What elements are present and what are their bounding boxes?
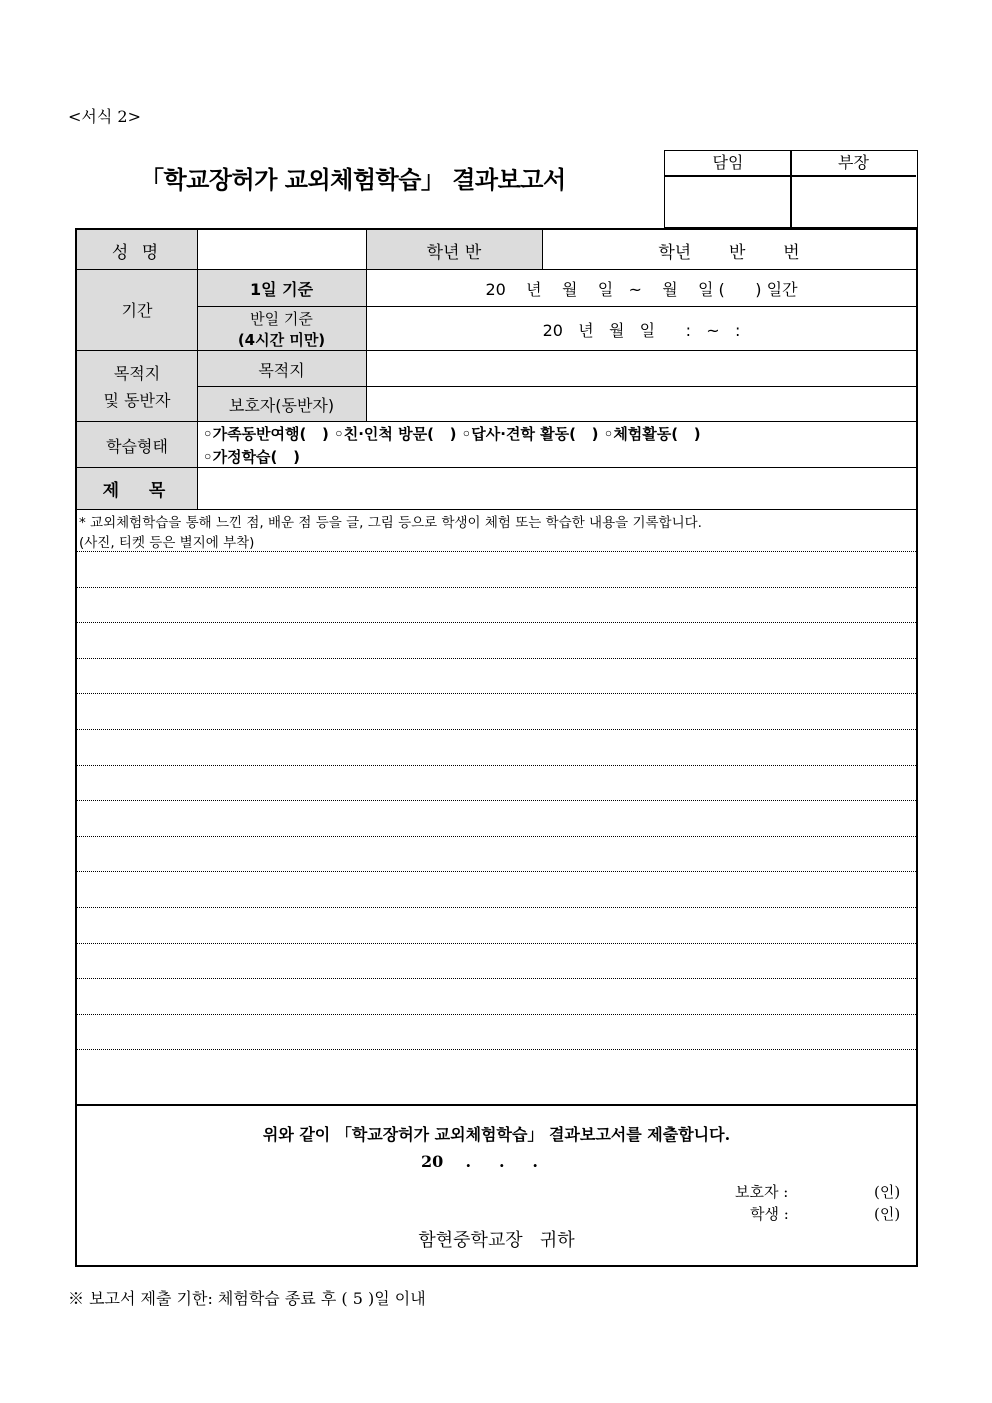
- submission-statement: 위와 같이 「학교장허가 교외체험학습」 결과보고서를 제출합니다.: [262, 1125, 731, 1144]
- student-sign-label: 학생 :: [750, 1205, 789, 1223]
- report-form: [75, 228, 918, 1267]
- learning-type-label: 학습형태: [106, 437, 168, 456]
- content-attachment-note: (사진, 티켓 등은 별지에 부착): [79, 535, 255, 551]
- approval-head-label: 부장: [838, 153, 869, 172]
- full-day-field[interactable]: 20 년 월 일 ~ 월 일 ( ) 일간: [485, 280, 798, 299]
- content-instruction: * 교외체험학습을 통해 느낀 점, 배운 점 등을 글, 그림 등으로 학생이 체험 또는 학습한 내용을 기록합니다.: [79, 515, 702, 531]
- submission-date[interactable]: 20 . . .: [421, 1152, 538, 1171]
- guardian-label: 보호자(동반자): [228, 396, 335, 415]
- approval-homeroom-sign[interactable]: [665, 177, 790, 227]
- half-day-label: 반일 기준: [250, 310, 313, 328]
- approval-box: [664, 150, 918, 228]
- full-day-label: 1일 기준: [249, 280, 314, 299]
- destination-label: 목적지: [258, 361, 305, 380]
- subject-label: 제 목: [102, 481, 172, 501]
- grade-class-label: 학년 반: [426, 243, 482, 263]
- name-field[interactable]: [198, 230, 366, 269]
- half-day-sublabel: (4시간 미만): [237, 331, 326, 349]
- addressee: 함현중학교장 귀하: [418, 1230, 575, 1251]
- grade-class-field[interactable]: 학년 반 번: [658, 243, 800, 263]
- content-writing-area[interactable]: [77, 551, 916, 1104]
- form-number: <서식 2>: [68, 107, 141, 126]
- page-title: 「학교장허가 교외체험학습」 결과보고서: [140, 166, 566, 194]
- guardian-sign-label: 보호자 :: [735, 1183, 789, 1201]
- approval-homeroom-label: 담임: [712, 153, 744, 172]
- student-seal[interactable]: (인): [874, 1205, 901, 1223]
- name-label: 성 명: [111, 243, 163, 263]
- period-label: 기간: [121, 301, 153, 320]
- submission-deadline-note: ※ 보고서 제출 기한: 체험학습 종료 후 ( 5 )일 이내: [68, 1289, 426, 1308]
- half-day-field[interactable]: 20 년 월 일 : ~ :: [542, 321, 741, 340]
- subject-field[interactable]: [198, 468, 916, 509]
- learning-type-home-option[interactable]: ◦가정학습( ): [203, 448, 300, 466]
- learning-type-options[interactable]: ◦가족동반여행( ) ◦친·인척 방문( ) ◦답사·견학 활동( ) ◦체험활동( ): [203, 425, 701, 443]
- destination-field[interactable]: [367, 351, 916, 386]
- destination-group-label-2: 및 동반자: [103, 391, 171, 410]
- approval-head-sign[interactable]: [792, 177, 916, 227]
- guardian-field[interactable]: [367, 387, 916, 421]
- guardian-seal[interactable]: (인): [874, 1183, 901, 1201]
- destination-group-label-1: 목적지: [113, 364, 161, 383]
